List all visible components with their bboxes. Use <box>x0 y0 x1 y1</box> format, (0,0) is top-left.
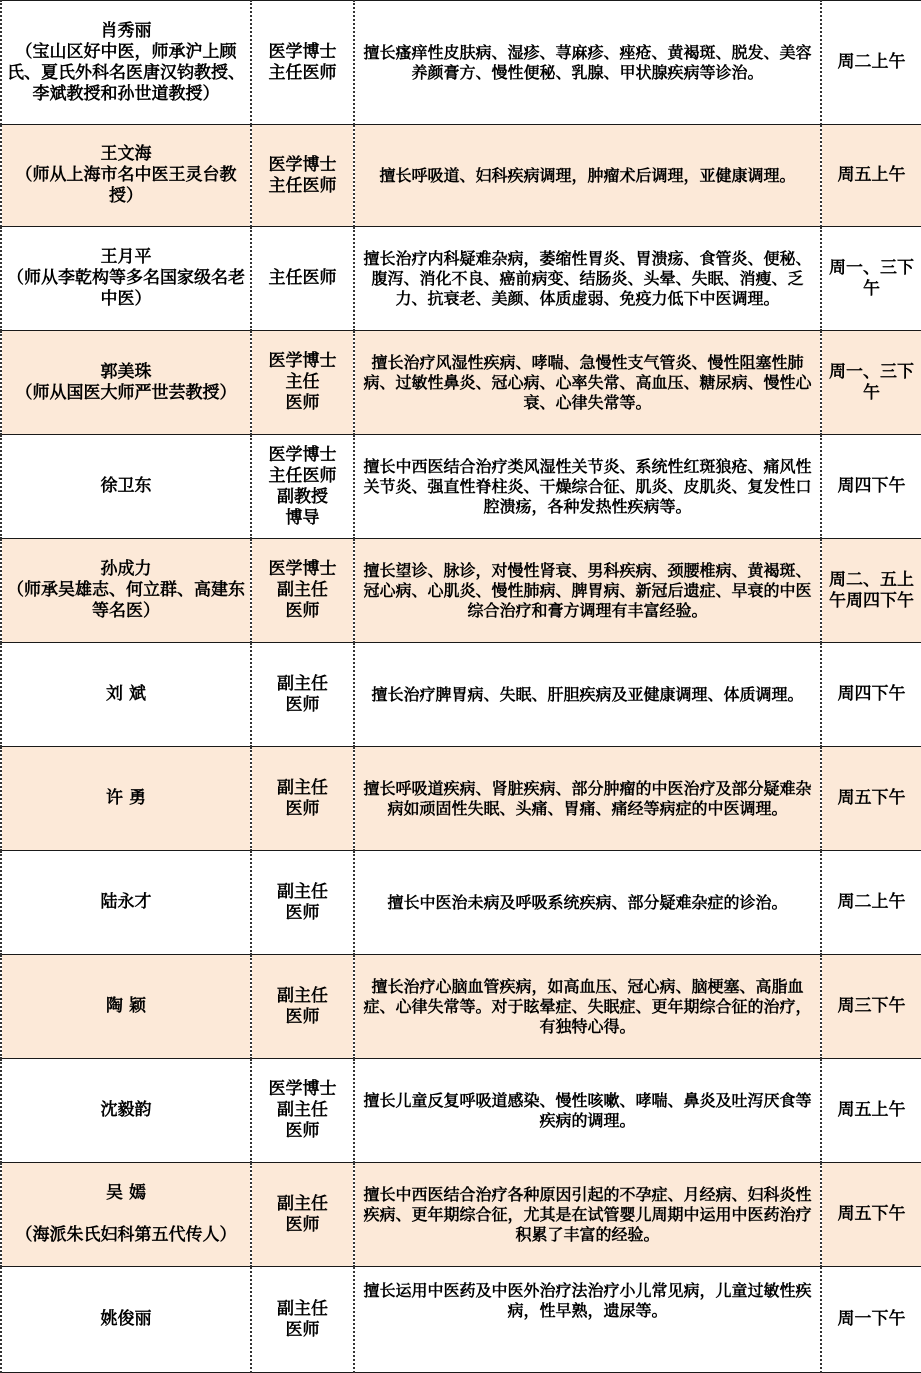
doctor-schedule: 周三下午 <box>837 996 906 1016</box>
doctor-title-cell <box>251 1267 354 1373</box>
specialty-cell <box>354 1 821 125</box>
doctor-title: 医学博士 主任医师 副教授 博导 <box>268 444 337 528</box>
schedule-cell <box>821 1267 921 1373</box>
doctor-title: 医学博士 主任医师 <box>268 154 337 196</box>
doctor-name-cell <box>1 435 251 539</box>
table-row <box>1 747 921 851</box>
doctor-name-cell <box>1 851 251 955</box>
doctor-name-cell <box>1 539 251 643</box>
specialty-cell <box>354 331 821 435</box>
doctor-title: 副主任 医师 <box>277 1193 328 1235</box>
specialty-cell <box>354 435 821 539</box>
doctor-title-cell <box>251 1163 354 1267</box>
doctor-note: （师从国医大师严世芸教授） <box>15 382 237 403</box>
specialty-cell <box>354 1267 821 1373</box>
specialty-cell <box>354 747 821 851</box>
doctor-title: 医学博士 主任 医师 <box>268 351 337 413</box>
schedule-cell <box>821 851 921 955</box>
doctor-name: 许 勇 <box>106 788 146 808</box>
table-row <box>1 1 921 125</box>
table-row <box>1 435 921 539</box>
table-row <box>1 539 921 643</box>
schedule-cell <box>821 747 921 851</box>
doctor-name-cell <box>1 747 251 851</box>
doctor-name: 王文海 <box>100 144 152 164</box>
doctor-specialty: 擅长中西医结合治疗各种原因引起的不孕症、月经病、妇科炎性疾病、更年期综合征，尤其是在试管婴儿周期中运用中医药治疗积累了丰富的经验。 <box>363 1184 812 1244</box>
doctor-specialty: 擅长呼吸道疾病、肾脏疾病、部分肿瘤的中医治疗及部分疑难杂病如顽固性失眠、头痛、胃痛、痛经等病症的中医调理。 <box>363 778 812 818</box>
doctor-name-cell <box>1 1059 251 1163</box>
doctor-title: 副主任 医师 <box>277 985 328 1027</box>
specialty-cell <box>354 955 821 1059</box>
doctor-name-cell <box>1 955 251 1059</box>
doctor-name-cell <box>1 643 251 747</box>
doctor-schedule: 周五下午 <box>837 1204 906 1224</box>
doctor-title: 医学博士 副主任 医师 <box>268 559 337 621</box>
doctor-title-cell <box>251 1 354 125</box>
doctor-title-cell <box>251 851 354 955</box>
schedule-cell <box>821 331 921 435</box>
doctor-schedule: 周一、三下午 <box>829 361 914 403</box>
specialty-cell <box>354 851 821 955</box>
table-row <box>1 643 921 747</box>
doctor-title-cell <box>251 955 354 1059</box>
doctor-note: （宝山区好中医，师承沪上顾氏、夏氏外科名医唐汉钧教授、李斌教授和孙世道教授） <box>7 41 245 104</box>
doctor-specialty: 擅长治疗心脑血管疾病，如高血压、冠心病、脑梗塞、高脂血症、心律失常等。对于眩晕症、失眠症、更年期综合征的治疗，有独特心得。 <box>363 976 812 1036</box>
doctor-schedule: 周五上午 <box>837 165 906 185</box>
doctor-title: 副主任 医师 <box>277 777 328 819</box>
doctor-specialty: 擅长中医治未病及呼吸系统疾病、部分疑难杂症的诊治。 <box>387 892 788 912</box>
doctor-note: （师承吴雄志、何立群、高建东等名医） <box>7 580 245 621</box>
doctor-title-cell <box>251 125 354 227</box>
doctor-specialty: 擅长治疗内科疑难杂病，萎缩性胃炎、胃溃疡、食管炎、便秘、腹泻、消化不良、癌前病变、结肠炎、头晕、失眠、消瘦、乏力、抗衰老、美颜、体质虚弱、免疫力低下中医调理。 <box>363 248 812 308</box>
doctor-note: （海派朱氏妇科第五代传人） <box>15 1225 237 1245</box>
doctor-name: 陆永才 <box>100 892 152 912</box>
schedule-cell <box>821 1059 921 1163</box>
schedule-cell <box>821 227 921 331</box>
table-row <box>1 1163 921 1267</box>
doctor-name: 王月平 <box>100 247 152 267</box>
doctor-note: （师从李乾构等多名国家级名老中医） <box>7 268 245 309</box>
doctor-specialty: 擅长治疗风湿性疾病、哮喘、急慢性支气管炎、慢性阻塞性肺病、过敏性鼻炎、冠心病、心率失常、高血压、糖尿病、慢性心衰、心律失常等。 <box>363 352 812 412</box>
doctor-title-cell <box>251 1059 354 1163</box>
doctor-name: 孙成力 <box>100 559 152 579</box>
doctor-note: （师从上海市名中医王灵台教授） <box>15 165 237 206</box>
doctor-schedule: 周二、五上午周四下午 <box>829 569 914 611</box>
doctor-title: 副主任 医师 <box>277 1298 328 1340</box>
doctor-title-cell <box>251 747 354 851</box>
table-row <box>1 227 921 331</box>
doctor-name-cell <box>1 1163 251 1267</box>
table-row <box>1 1059 921 1163</box>
schedule-cell <box>821 435 921 539</box>
doctor-name: 沈毅韵 <box>100 1100 152 1120</box>
doctor-name-cell <box>1 1 251 125</box>
doctor-schedule: 周一下午 <box>837 1309 906 1329</box>
doctor-name: 刘 斌 <box>106 684 146 704</box>
doctor-schedule: 周四下午 <box>837 684 906 704</box>
doctor-schedule: 周四下午 <box>837 476 906 496</box>
specialty-cell <box>354 1163 821 1267</box>
doctor-title: 主任医师 <box>268 268 337 288</box>
table-row <box>1 955 921 1059</box>
doctor-title-cell <box>251 227 354 331</box>
doctor-schedule: 周一、三下午 <box>829 257 914 299</box>
doctor-name: 姚俊丽 <box>100 1309 152 1329</box>
doctor-name: 徐卫东 <box>100 476 152 496</box>
doctor-title-cell <box>251 643 354 747</box>
doctor-title-cell <box>251 539 354 643</box>
specialty-cell <box>354 125 821 227</box>
schedule-cell <box>821 955 921 1059</box>
schedule-cell <box>821 643 921 747</box>
doctor-specialty: 擅长中西医结合治疗类风湿性关节炎、系统性红斑狼疮、痛风性关节炎、强直性脊柱炎、干燥综合征、肌炎、皮肌炎、复发性口腔溃疡，各种发热性疾病等。 <box>363 456 812 516</box>
doctor-title: 副主任 医师 <box>277 673 328 715</box>
doctor-name-cell <box>1 1267 251 1373</box>
doctor-specialty: 擅长儿童反复呼吸道感染、慢性咳嗽、哮喘、鼻炎及吐泻厌食等疾病的调理。 <box>363 1090 812 1130</box>
doctor-title: 医学博士 主任医师 <box>268 41 337 83</box>
schedule-cell <box>821 1163 921 1267</box>
table-row <box>1 331 921 435</box>
doctor-name: 肖秀丽 <box>100 20 152 41</box>
doctor-specialty: 擅长瘙痒性皮肤病、湿疹、荨麻疹、痤疮、黄褐斑、脱发、美容养颜膏方、慢性便秘、乳腺、甲状腺疾病等诊治。 <box>363 42 812 82</box>
doctor-name-cell <box>1 331 251 435</box>
doctor-title-cell <box>251 331 354 435</box>
doctor-name: 吴 嫣 <box>106 1183 146 1203</box>
doctor-schedule: 周二上午 <box>837 52 906 72</box>
doctor-schedule: 周五上午 <box>837 1100 906 1120</box>
doctor-name: 郭美珠 <box>100 361 152 382</box>
doctor-name: 陶 颖 <box>106 996 146 1016</box>
doctor-title-cell <box>251 435 354 539</box>
doctor-specialty: 擅长治疗脾胃病、失眠、肝胆疾病及亚健康调理、体质调理。 <box>371 684 804 704</box>
doctor-title: 副主任 医师 <box>277 881 328 923</box>
schedule-cell <box>821 1 921 125</box>
doctor-name-cell <box>1 125 251 227</box>
schedule-cell <box>821 125 921 227</box>
specialty-cell <box>354 227 821 331</box>
doctor-title: 医学博士 副主任 医师 <box>268 1079 337 1141</box>
doctor-specialty: 擅长望诊、脉诊，对慢性肾衰、男科疾病、颈腰椎病、黄褐斑、冠心病、心肌炎、慢性肺病、脾胃病、新冠后遗症、早衰的中医综合治疗和膏方调理有丰富经验。 <box>363 560 812 620</box>
specialty-cell <box>354 539 821 643</box>
schedule-cell <box>821 539 921 643</box>
table-row <box>1 125 921 227</box>
specialty-cell <box>354 643 821 747</box>
table-row <box>1 851 921 955</box>
table-row <box>1 1267 921 1373</box>
doctor-specialty: 擅长运用中医药及中医外治疗法治疗小儿常见病，儿童过敏性疾病，性早熟，遗尿等。 <box>363 1281 812 1320</box>
specialty-cell <box>354 1059 821 1163</box>
doctor-specialty: 擅长呼吸道、妇科疾病调理，肿瘤术后调理，亚健康调理。 <box>379 165 796 185</box>
doctor-schedule: 周二上午 <box>837 892 906 912</box>
doctor-schedule: 周五下午 <box>837 788 906 808</box>
doctor-name-cell <box>1 227 251 331</box>
